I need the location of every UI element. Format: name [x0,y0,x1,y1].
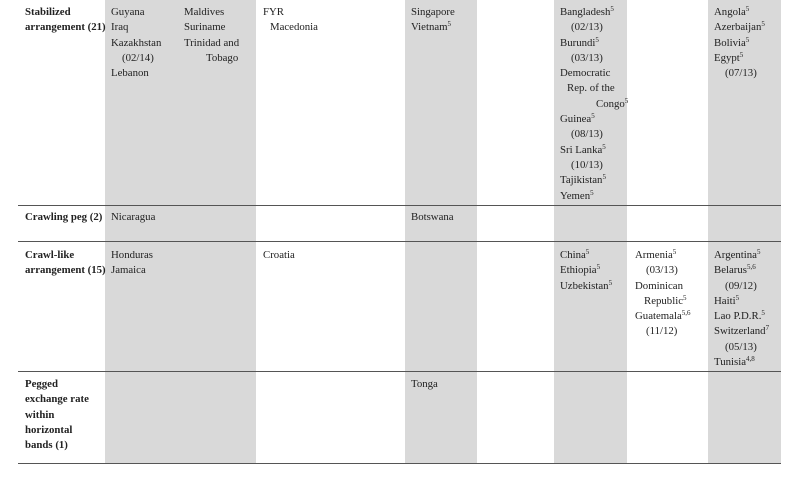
country-name: Haiti [714,294,736,307]
effective-date: (11/12) [646,325,678,338]
country-name: Lao P.D.R. [714,310,762,323]
country-entry [635,309,691,324]
country-name: Burundi [560,36,596,49]
footnote-marker: 5 [595,35,599,44]
country-name-continued: Republic [644,294,683,307]
country-name: Ethiopia [560,264,597,277]
country-entry [714,36,765,51]
row-divider [18,241,781,242]
country-entry [714,20,765,35]
country-name-continued: Tobago [206,51,239,64]
country-entry [714,294,769,309]
footnote-marker: 7 [765,324,770,333]
country-entry [411,20,455,35]
country-entry [560,279,612,294]
footnote-marker: 5 [585,248,590,256]
footnote-marker: 5 [761,20,765,29]
effective-date: (08/13) [571,128,603,141]
cell-crawling-peg-col1 [111,210,155,225]
country-entry [560,97,628,112]
effective-date: (02/14) [122,51,154,64]
country-name: China [560,249,586,261]
row-label-stabilized: Stabilized arrangement (21) [25,6,106,34]
country-name: Suriname [184,21,226,34]
footnote-marker: 5 [608,278,613,287]
cell-stabilized-col2 [184,5,239,66]
cell-crawl-like-col1 [111,248,153,279]
row-divider [18,205,781,206]
footnote-marker: 5 [761,309,765,318]
country-name: Bangladesh [560,6,611,18]
effective-date: (03/13) [571,51,603,64]
country-name: Tajikistan [560,174,603,187]
row-label-crawl-like: Crawl-like arrangement (15) [25,249,106,277]
country-name: Uzbekistan [560,279,609,292]
country-name: Maldives [184,6,225,18]
footnote-marker: 5 [745,35,750,44]
country-name-continued: Congo [596,97,625,110]
country-entry [714,324,769,339]
country-name: Dominican [635,279,683,292]
country-entry [560,248,612,263]
footnote-marker: 5,6 [681,309,691,318]
footnote-marker: 5,6 [746,263,756,272]
country-name: FYR [263,6,285,18]
country-name: Angola [714,6,746,18]
country-entry [714,355,769,370]
country-name: Sri Lanka [560,143,603,156]
country-entry [560,143,628,158]
footnote-marker: 5 [602,173,606,182]
row-label-pegged-horizontal-bands: Pegged exchange rate within horizontal bands (1) [25,378,89,452]
effective-date: (10/13) [571,158,603,171]
footnote-marker: 5 [602,142,606,151]
table-bottom-rule [18,463,781,464]
country-name: Guinea [560,113,592,126]
country-name: Tonga [411,378,438,390]
country-entry [635,248,691,263]
country-name: Trinidad and [184,36,240,49]
country-name: Yemen [560,189,591,202]
country-name: Lebanon [111,67,149,80]
effective-date: (02/13) [571,21,603,34]
country-name: Argentina [714,249,757,261]
country-entry [714,309,769,324]
cell-crawl-like-col7 [635,248,691,340]
cell-stabilized-col8 [714,5,765,81]
footnote-marker: 5 [591,112,595,121]
country-name: Democratic [560,67,611,80]
cell-crawl-like-col3 [263,248,295,263]
cell-crawling-peg-col4 [411,210,454,225]
effective-date: (03/13) [646,264,678,277]
country-name: Singapore [411,6,455,18]
effective-date: (07/13) [725,67,757,80]
footnote-marker: 5 [590,188,594,197]
country-name: Croatia [263,249,295,261]
country-name: Nicaragua [111,211,156,223]
footnote-marker: 5 [745,5,750,13]
country-entry [560,36,628,51]
country-name: Switzerland [714,325,766,338]
footnote-marker: 5 [682,293,687,302]
country-name-continued: Rep. of the [567,82,615,95]
country-name: Guyana [111,6,145,18]
country-entry [560,173,628,188]
footnote-marker: 5 [735,293,740,302]
row-divider [18,371,781,372]
country-name: Honduras [111,249,153,261]
footnote-marker: 5 [739,50,744,59]
country-entry [560,189,628,204]
country-name: Azerbaijan [714,21,762,34]
row-label-crawling-peg: Crawling peg (2) [25,211,103,223]
country-entry [560,5,628,20]
effective-date: (09/12) [725,279,757,292]
footnote-marker: 5 [624,96,629,105]
country-entry [714,51,765,66]
country-entry [714,248,769,263]
cell-stabilized-col6 [560,5,628,204]
cell-stabilized-col4 [411,5,455,36]
country-entry [635,294,691,309]
country-name: Jamaica [111,264,146,277]
country-entry [714,263,769,278]
country-name: Armenia [635,249,673,261]
country-name: Botswana [411,211,454,223]
footnote-marker: 5 [596,263,601,272]
cell-stabilized-col3 [263,5,318,36]
country-entry [560,112,628,127]
footnote-marker: 4,8 [746,355,755,364]
country-name: Iraq [111,21,129,34]
country-name: Egypt [714,51,740,64]
cell-crawl-like-col6 [560,248,612,294]
country-name: Vietnam [411,21,448,34]
effective-date: (05/13) [725,340,757,353]
country-name: Belarus [714,264,747,277]
shaded-column-2 [405,0,477,463]
footnote-marker: 5 [672,248,677,256]
country-name: Bolivia [714,36,746,49]
cell-crawl-like-col8 [714,248,769,370]
footnote-marker: 5 [610,5,614,13]
country-entry [560,263,612,278]
country-name: Kazakhstan [111,36,162,49]
country-name: Guatemala [635,310,682,323]
cell-pegged-horizontal-bands-col4 [411,377,438,392]
country-entry [714,5,765,20]
footnote-marker: 5 [447,20,452,29]
footnote-marker: 5 [756,248,761,256]
country-name: Tunisia [714,356,747,369]
country-name-continued: Macedonia [270,21,318,34]
cell-stabilized-col1 [111,5,161,81]
